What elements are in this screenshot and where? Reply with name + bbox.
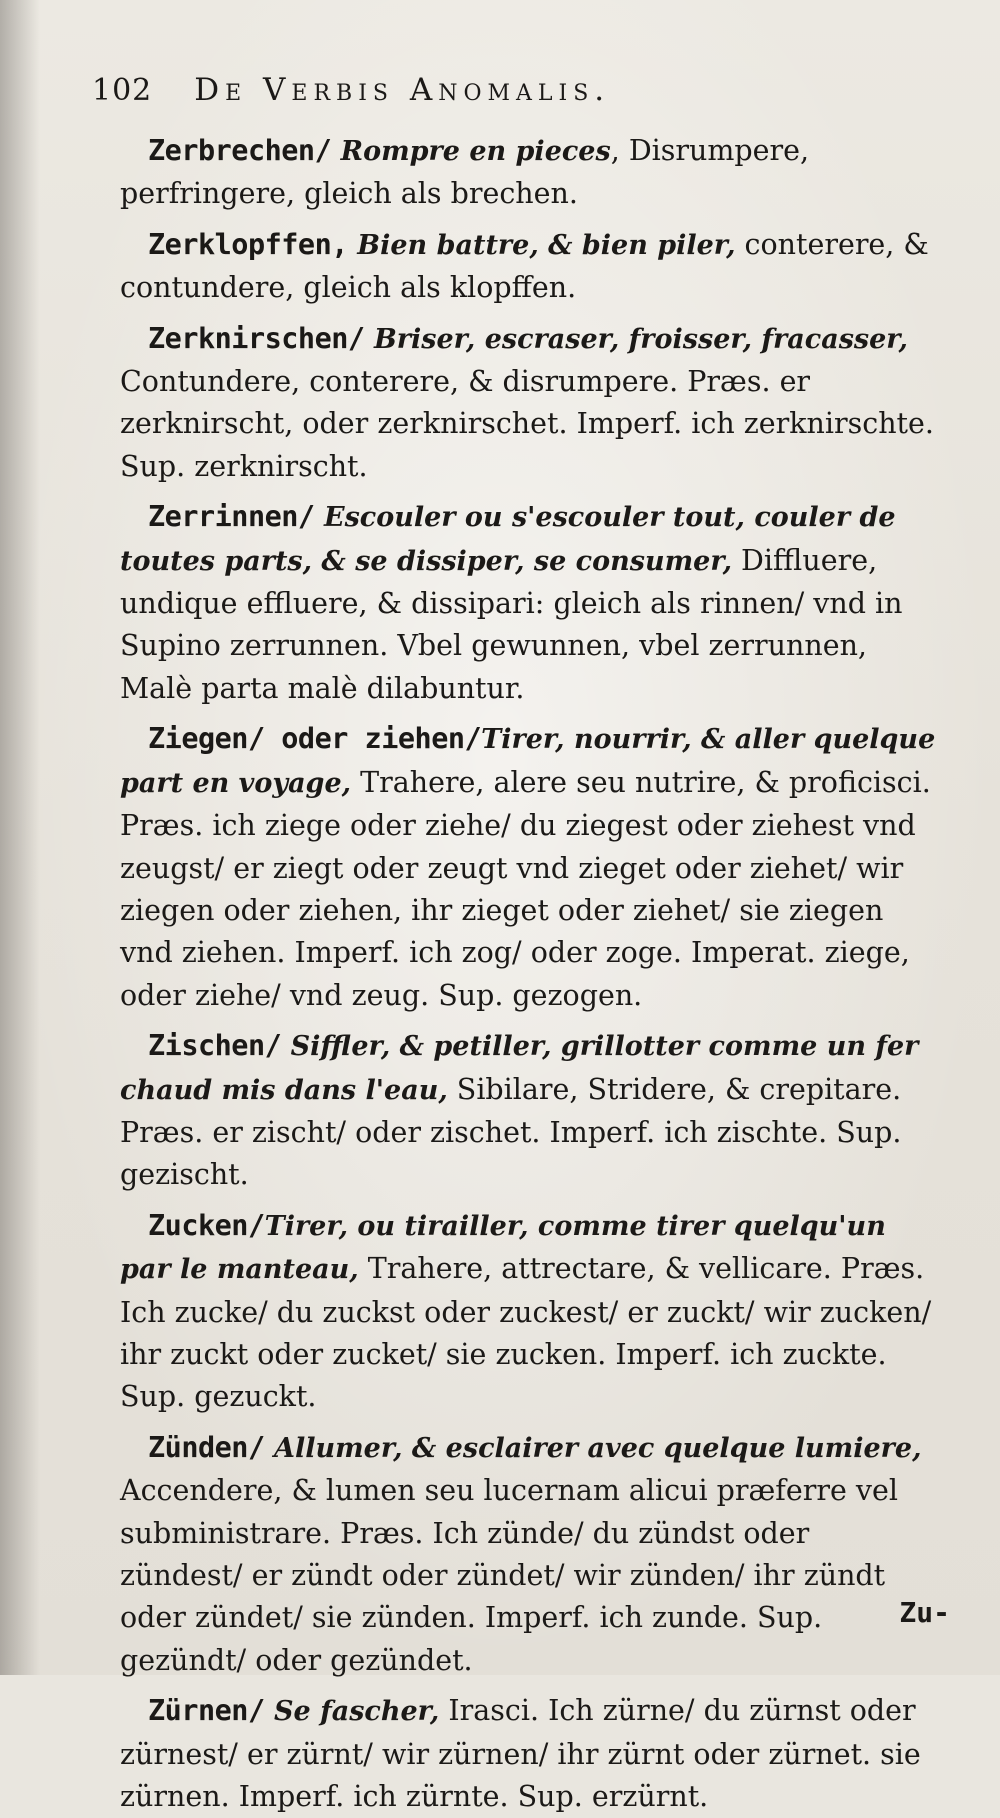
entry-latin-gloss: Trahere, attrectare, & vellicare. Præs. Ich zucke/ du zuckst oder zuckest/ er zuckt/ wir zucken/ ihr zuckt oder zucket/ sie zucken. Imperf. ich zuckte. Sup. gezuckt.	[120, 1252, 932, 1414]
entry-latin-gloss: conterere, & contundere, gleich als klopffen.	[120, 227, 929, 305]
entry-headword: Zerrinnen/	[148, 500, 315, 534]
entry-ziegen	[120, 718, 940, 1017]
entry-zerrinnen	[120, 496, 940, 710]
entry-zerbrechen	[120, 130, 940, 216]
entry-latin-gloss: Irasci. Ich zürne/ du zürnst oder zürnest/ er zürnt/ wir zürnen/ ihr zürnt oder zürnet. sie zürnen. Imperf. ich zürnte. Sup. erzürnt.	[120, 1694, 921, 1814]
running-title: De Verbis Anomalis.	[194, 72, 611, 108]
entry-french-gloss: Tirer, ou tirailler, comme tirer quelqu'un par le manteau,	[120, 1210, 886, 1286]
page-number: 102	[92, 73, 153, 108]
entry-headword: Zerknirschen/	[148, 321, 365, 355]
page-header	[92, 72, 940, 108]
entry-headword: Ziegen/ oder ziehen/	[148, 722, 482, 756]
entry-french-gloss: Bien battre, & bien piler,	[347, 229, 736, 261]
entry-french-gloss: Tirer, nourrir, & aller quelque part en voyage,	[120, 724, 936, 799]
entry-latin-gloss: Trahere, alere seu nutrire, & proficisci. Præs. ich ziege oder ziehe/ du ziegest oder ziehest vnd zeugst/ er ziegt oder zeugt vnd zieget oder ziehet/ wir ziegen oder ziehen, ihr zieget oder ziehet/ sie ziegen vnd ziehen. Imperf. ich zog/ oder zoge. Imperat. ziege, oder ziehe/ vnd zeug. Sup. gezogen.	[120, 765, 931, 1012]
entry-headword: Zucken/	[148, 1208, 265, 1242]
entry-latin-gloss: Diffluere, undique effluere, & dissipari: gleich als rinnen/ vnd in Supino zerrunnen. Vbel gewunnen, vbel zerrunnen, Malè parta malè dilabuntur.	[120, 543, 903, 705]
catchword: Zu-	[899, 1596, 950, 1629]
verb-entries	[120, 130, 940, 1818]
entry-latin-gloss: Accendere, & lumen seu lucernam alicui præferre vel subministrare. Præs. Ich zünde/ du zündst oder zündest/ er zündt oder zündet/ wir zünden/ ihr zündt oder zündet/ sie zünden. Imperf. ich zunde. Sup. gezündt/ oder gezündet.	[120, 1474, 898, 1677]
entry-french-gloss: Rompre en pieces	[331, 136, 611, 167]
entry-french-gloss: Siffler, & petiller, grillotter comme un fer chaud mis dans l'eau,	[120, 1031, 919, 1106]
entry-french-gloss: Se fascher,	[264, 1696, 440, 1728]
entry-headword: Zischen/	[148, 1029, 282, 1063]
entry-zuernen	[120, 1690, 940, 1818]
entry-latin-gloss: Contundere, conterere, & disrumpere. Præs. er zerknirscht, oder zerknirschet. Imperf. ich zerknirschte. Sup. zerknirscht.	[120, 365, 934, 483]
entry-headword: Zerklopffen,	[148, 227, 348, 261]
entry-french-gloss: Escouler ou s'escouler tout, couler de toutes parts, & se dissiper, se consumer,	[120, 502, 896, 577]
entry-zischen	[120, 1025, 940, 1197]
entry-latin-gloss: , Disrumpere, perfringere, gleich als brechen.	[120, 134, 810, 211]
entry-latin-gloss: Sibilare, Stridere, & crepitare. Præs. er zischt/ oder zischet. Imperf. ich zischte. Sup. gezischt.	[120, 1072, 902, 1192]
entry-french-gloss: Allumer, & esclairer avec quelque lumiere,	[264, 1432, 922, 1464]
entry-headword: Zünden/	[148, 1430, 265, 1464]
entry-zerknirschen	[120, 318, 940, 489]
entry-headword: Zürnen/	[148, 1694, 265, 1728]
entry-zerklopffen	[120, 224, 940, 310]
entry-french-gloss: Briser, escraser, froisser, fracasser,	[364, 323, 908, 355]
entry-zucken	[120, 1205, 940, 1419]
entry-headword: Zerbrechen/	[148, 134, 332, 167]
entry-zuenden	[120, 1427, 940, 1682]
